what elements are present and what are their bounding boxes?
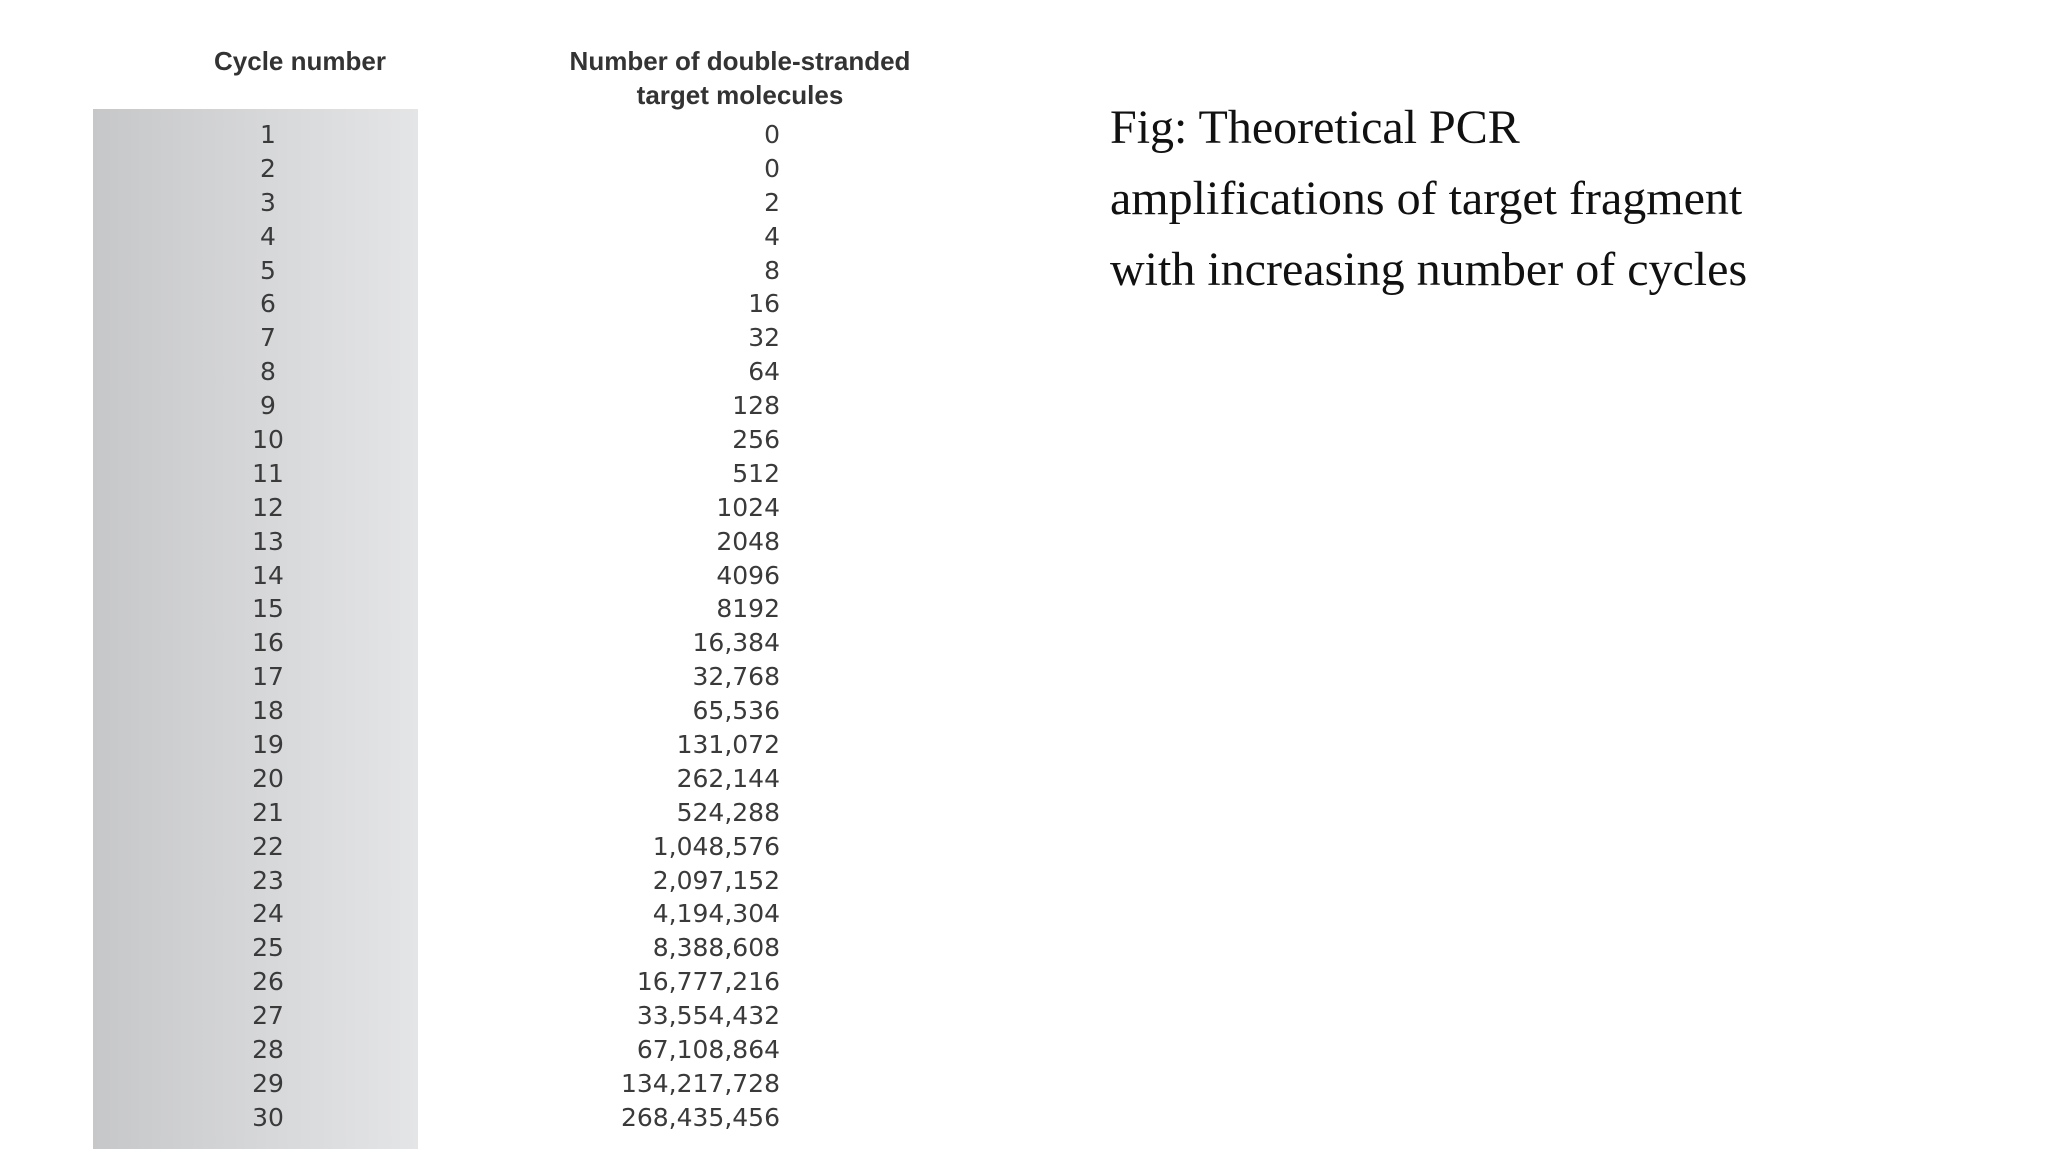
table-row [30, 254, 960, 288]
table-row [30, 626, 960, 660]
cycle-number-cell: 26 [252, 967, 284, 997]
molecule-count-cell: 16 [748, 289, 780, 319]
molecule-count-cell: 64 [748, 357, 780, 387]
table-row [30, 830, 960, 864]
table-row [30, 220, 960, 254]
cycle-number-cell: 30 [252, 1102, 284, 1132]
header-molecules-line2: target molecules [636, 80, 844, 110]
table-row [30, 1101, 960, 1135]
table-row [30, 321, 960, 355]
table-row [30, 999, 960, 1033]
molecule-count-cell: 16,777,216 [636, 967, 780, 997]
molecule-count-cell: 128 [732, 391, 780, 421]
cycle-number-cell: 18 [252, 696, 284, 726]
cycle-number-cell: 19 [252, 730, 284, 760]
table-row [30, 457, 960, 491]
table-row [30, 762, 960, 796]
molecule-count-cell: 16,384 [692, 628, 780, 658]
cycle-number-cell: 29 [252, 1068, 284, 1098]
caption-line2: amplifications of target fragment [1110, 172, 1743, 225]
table-row [30, 728, 960, 762]
cycle-number-cell: 2 [260, 153, 276, 183]
molecule-count-cell: 33,554,432 [636, 1001, 780, 1031]
cycle-number-cell: 13 [252, 526, 284, 556]
molecule-count-cell: 67,108,864 [636, 1035, 780, 1065]
table-row [30, 965, 960, 999]
table-row [30, 694, 960, 728]
table-row [30, 931, 960, 965]
table-row [30, 152, 960, 186]
molecule-count-cell: 134,217,728 [620, 1068, 780, 1098]
molecule-count-cell: 4,194,304 [652, 899, 780, 929]
table-row [30, 186, 960, 220]
cycle-number-cell: 14 [252, 560, 284, 590]
molecule-count-cell: 32,768 [692, 662, 780, 692]
header-molecules [500, 44, 980, 112]
molecule-count-cell: 4 [764, 221, 780, 251]
cycle-number-cell: 23 [252, 865, 284, 895]
cycle-number-cell: 8 [260, 357, 276, 387]
cycle-number-cell: 11 [252, 458, 284, 488]
cycle-number-cell: 12 [252, 492, 284, 522]
table-row [30, 796, 960, 830]
molecule-count-cell: 65,536 [692, 696, 780, 726]
molecule-count-cell: 8,388,608 [652, 933, 780, 963]
table-row [30, 118, 960, 152]
cycle-number-cell: 21 [252, 797, 284, 827]
table-row [30, 355, 960, 389]
cycle-number-cell: 3 [260, 187, 276, 217]
table-row [30, 389, 960, 423]
cycle-number-cell: 27 [252, 1001, 284, 1031]
caption-line3: with increasing number of cycles [1110, 243, 1748, 296]
molecule-count-cell: 512 [732, 458, 780, 488]
cycle-number-cell: 25 [252, 933, 284, 963]
table-row [30, 525, 960, 559]
molecule-count-cell: 8192 [716, 594, 780, 624]
cycle-number-cell: 6 [260, 289, 276, 319]
cycle-number-cell: 5 [260, 255, 276, 285]
molecule-count-cell: 131,072 [676, 730, 780, 760]
table-row [30, 660, 960, 694]
molecule-count-cell: 256 [732, 425, 780, 455]
molecule-count-cell: 1024 [716, 492, 780, 522]
table-row [30, 897, 960, 931]
table-row [30, 1033, 960, 1067]
molecule-count-cell: 2 [764, 187, 780, 217]
cycle-number-cell: 17 [252, 662, 284, 692]
caption-line1: Fig: Theoretical PCR [1110, 101, 1520, 154]
molecule-count-cell: 268,435,456 [620, 1102, 780, 1132]
header-molecules-line1: Number of double-stranded [569, 46, 911, 76]
table-row [30, 423, 960, 457]
molecule-count-cell: 262,144 [676, 763, 780, 793]
cycle-number-cell: 9 [260, 391, 276, 421]
table-row [30, 864, 960, 898]
table-body [30, 118, 960, 1135]
table-row [30, 287, 960, 321]
table-row [30, 491, 960, 525]
cycle-number-cell: 16 [252, 628, 284, 658]
molecule-count-cell: 524,288 [676, 797, 780, 827]
table-row [30, 592, 960, 626]
molecule-count-cell: 8 [764, 255, 780, 285]
table-row [30, 559, 960, 593]
molecule-count-cell: 4096 [716, 560, 780, 590]
cycle-number-cell: 10 [252, 425, 284, 455]
cycle-number-cell: 20 [252, 763, 284, 793]
cycle-number-cell: 22 [252, 831, 284, 861]
cycle-number-cell: 28 [252, 1035, 284, 1065]
figure-caption [1110, 92, 1950, 305]
molecule-count-cell: 32 [748, 323, 780, 353]
header-cycle-number: Cycle number [214, 46, 386, 76]
molecule-count-cell: 2048 [716, 526, 780, 556]
molecule-count-cell: 2,097,152 [652, 865, 780, 895]
cycle-number-cell: 15 [252, 594, 284, 624]
molecule-count-cell: 1,048,576 [652, 831, 780, 861]
cycle-number-cell: 24 [252, 899, 284, 929]
cycle-number-cell: 1 [260, 120, 276, 149]
molecule-count-cell: 0 [764, 120, 780, 149]
table-row [30, 1067, 960, 1101]
cycle-number-cell: 7 [260, 323, 276, 353]
cycle-number-cell: 4 [260, 221, 276, 251]
molecule-count-cell: 0 [764, 153, 780, 183]
